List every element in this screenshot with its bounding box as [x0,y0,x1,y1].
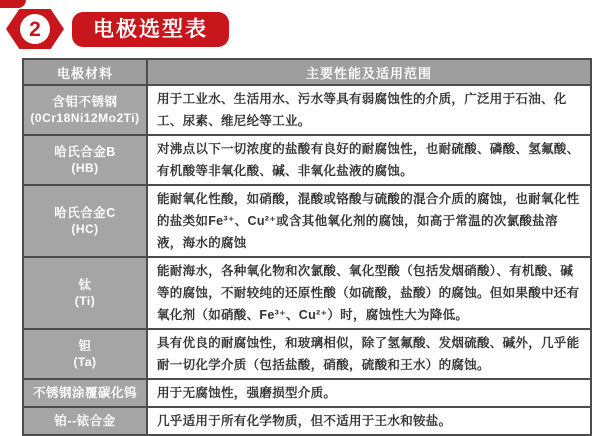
material-name: 哈氏合金B [54,145,116,159]
material-cell [23,85,147,135]
material-name: 含钼不锈钢 [52,95,118,109]
corner-decoration [0,0,26,8]
table-row [23,85,591,135]
material-code: (HB) [71,161,99,175]
material-code: (0Cr18Ni12Mo2Ti) [30,111,140,125]
description-cell: 几乎适用于所有化学物质，但不适用于王水和铵盐。 [147,407,591,435]
material-cell [23,257,147,329]
table-row [23,185,591,257]
material-cell [23,379,147,407]
material-name: 哈氏合金C [54,206,116,220]
material-name: 钛 [78,278,92,292]
material-cell [23,185,147,257]
table-title: 电极选型表 [93,18,208,41]
description-cell: 用于无腐蚀性，强磨损型介质。 [147,379,591,407]
table-row [23,379,591,407]
column-header-material: 电极材料 [23,59,147,85]
material-code: (Ta) [73,355,97,369]
description-cell: 具有优良的耐腐蚀性，和玻璃相似，除了氢氟酸、发烟硫酸、碱外，几乎能耐一切化学介质（包括盐酸，硝酸，硫酸和王水）的腐蚀。 [147,329,591,379]
material-name: 钽 [78,339,92,353]
badge-number: 2 [20,14,50,44]
material-cell [23,135,147,185]
section-number-badge [6,9,64,49]
electrode-selection-table [22,58,592,436]
material-code: (Ti) [74,294,96,308]
material-name: 铂--铱合金 [54,414,116,428]
description-cell: 能耐氧化性酸，如硝酸，混酸或铬酸与硫酸的混合介质的腐蚀，也耐氧化性的盐类如Fe³⁺、Cu²⁺或含其他氧化剂的腐蚀，如高于常温的次氯酸盐溶液，海水的腐蚀 [147,185,591,257]
description-cell: 能耐海水，各种氧化物和次氯酸、氧化型酸（包括发烟硝酸）、有机酸、碱等的腐蚀，不耐较纯的还原性酸（如硫酸，盐酸）的腐蚀。但如果酸中还有氧化剂（如硝酸、Fe³⁺、Cu²⁺）时，腐蚀性大为降低。 [147,257,591,329]
description-cell: 用于工业水、生活用水、污水等具有弱腐蚀性的介质，广泛用于石油、化工、尿素、维尼纶等工业。 [147,85,591,135]
material-name: 不锈钢涂覆碳化钨 [32,386,137,400]
material-cell [23,329,147,379]
table-row [23,329,591,379]
table-title-banner [72,12,229,47]
table-row [23,135,591,185]
table-row [23,257,591,329]
description-cell: 对沸点以下一切浓度的盐酸有良好的耐腐蚀性，也耐硫酸、磷酸、氢氟酸、有机酸等非氧化酸、碱、非氧化盐液的腐蚀。 [147,135,591,185]
material-code: (HC) [71,222,99,236]
column-header-performance: 主要性能及适用范围 [147,59,591,85]
table-header-row [23,59,591,85]
